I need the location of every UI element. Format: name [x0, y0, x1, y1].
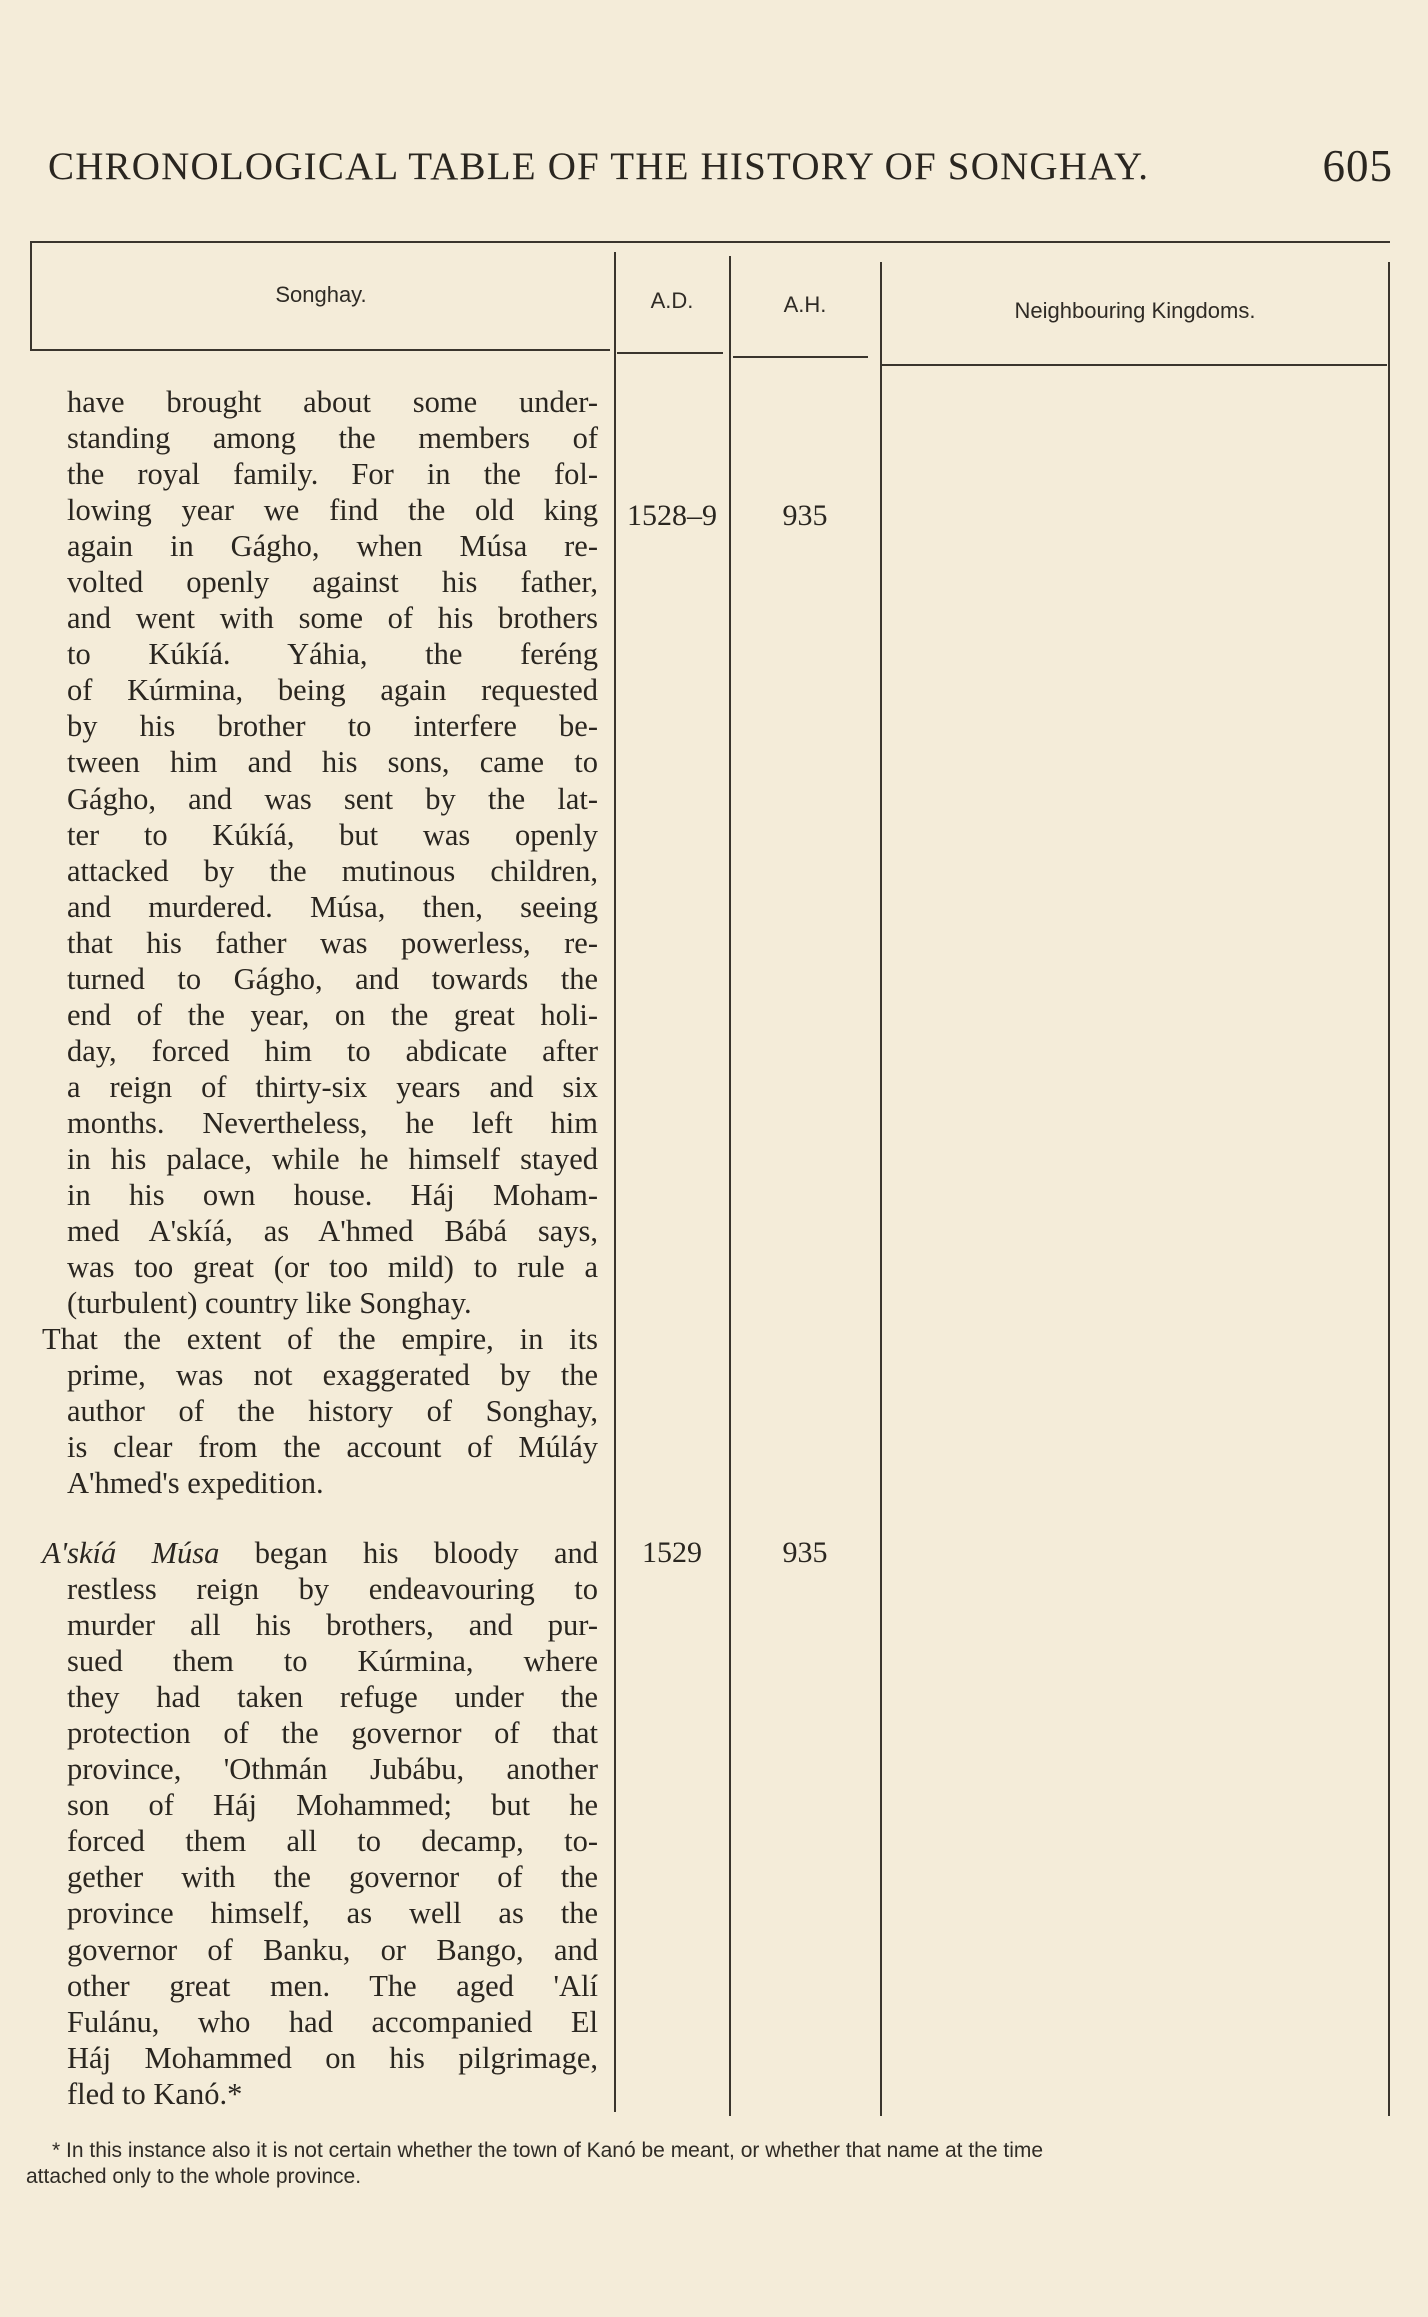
- ah-value-1: 935: [782, 499, 828, 532]
- text-line: lowing year we find the old king: [67, 493, 598, 528]
- text-line: attacked by the mutinous children,: [67, 853, 598, 888]
- text-line: restless reign by endeavouring to: [67, 1572, 598, 1607]
- text-line: forced them all to decamp, to-: [67, 1824, 598, 1859]
- text-line: province himself, as well as the: [67, 1896, 598, 1931]
- text-line: have brought about some under-: [67, 385, 598, 419]
- text-line: in his own house. Háj Moham-: [67, 1178, 598, 1213]
- running-head: [48, 140, 1393, 200]
- ad-value-1: 1528–9: [627, 499, 717, 532]
- text-line: province, 'Othmán Jubábu, another: [67, 1752, 598, 1787]
- text-line: day, forced him to abdicate after: [67, 1033, 598, 1068]
- text-line: prime, was not exaggerated by the: [67, 1358, 598, 1393]
- text-line: in his palace, while he himself stayed: [67, 1141, 598, 1176]
- text-line: was too great (or too mild) to rule a: [67, 1250, 598, 1285]
- text-line: a reign of thirty-six years and six: [67, 1069, 598, 1104]
- text-line: murder all his brothers, and pur-: [67, 1608, 598, 1643]
- footnote-line: attached only to the whole province.: [26, 2165, 362, 2188]
- text-line: fled to Kanó.*: [67, 2076, 243, 2111]
- text-line: and murdered. Músa, then, seeing: [67, 889, 598, 924]
- text-line: gether with the governor of the: [67, 1860, 598, 1895]
- ad-value-2: 1529: [642, 1536, 702, 1569]
- text-line: that his father was powerless, re-: [67, 925, 598, 960]
- text-line: That the extent of the empire, in its: [42, 1322, 598, 1357]
- text-line: again in Gágho, when Músa re-: [67, 529, 598, 564]
- ruler-name: A'skíá Músa: [42, 1536, 220, 1570]
- footnote-line: * In this instance also it is not certain whether the town of Kanó be meant, or whether that name at the time: [52, 2139, 1044, 2162]
- text-line: (turbulent) country like Songhay.: [67, 1286, 472, 1321]
- text-line: standing among the members of: [67, 421, 598, 456]
- text-line: other great men. The aged 'Alí: [67, 1968, 598, 2003]
- text-line: the royal family. For in the fol-: [67, 457, 598, 492]
- header-bottom-rule-songhay: [30, 349, 610, 351]
- text-line: and went with some of his brothers: [67, 601, 598, 636]
- column-header-ah: A.H.: [783, 292, 827, 317]
- text-line: by his brother to interfere be-: [67, 709, 598, 744]
- text-line: end of the year, on the great holi-: [67, 997, 598, 1032]
- songhay-entry-1: [42, 384, 598, 1501]
- header-bottom-rule-neighbouring: [882, 364, 1387, 366]
- text-line: turned to Gágho, and towards the: [67, 961, 598, 996]
- text-line: months. Nevertheless, he left him: [67, 1105, 598, 1140]
- page-title: CHRONOLOGICAL TABLE OF THE HISTORY OF SONGHAY.: [48, 145, 1150, 188]
- ah-value-2: 935: [782, 1536, 828, 1569]
- column-header-songhay: Songhay.: [275, 282, 367, 307]
- text-line: Fulánu, who had accompanied El: [67, 2004, 598, 2039]
- text-line: of Kúrmina, being again requested: [67, 673, 598, 708]
- text-line: protection of the governor of that: [67, 1716, 598, 1751]
- text-line: son of Háj Mohammed; but he: [67, 1788, 598, 1823]
- text-line: author of the history of Songhay,: [67, 1394, 598, 1429]
- column-divider-3: [880, 262, 882, 2116]
- text-line: to Kúkíá. Yáhia, the feréng: [67, 637, 598, 672]
- header-bottom-rule-ah: [733, 356, 868, 358]
- text-line: volted openly against his father,: [67, 565, 598, 600]
- text-line: A'hmed's expedition.: [67, 1466, 324, 1501]
- text-line: they had taken refuge under the: [67, 1680, 598, 1715]
- page-number: 605: [1322, 141, 1393, 191]
- text-fragment: began his bloody and: [219, 1536, 599, 1570]
- footnote: [26, 2138, 1396, 2190]
- column-header-neighbouring-kingdoms: Neighbouring Kingdoms.: [1014, 298, 1256, 323]
- column-divider-2: [729, 256, 731, 2116]
- text-line: is clear from the account of Múláy: [67, 1430, 598, 1465]
- text-line: Gágho, and was sent by the lat-: [67, 781, 598, 816]
- text-line-first: [42, 1535, 598, 1571]
- text-line: Háj Mohammed on his pilgrimage,: [67, 2040, 598, 2075]
- column-header-ad: A.D.: [650, 288, 694, 313]
- column-divider-right-edge: [1388, 262, 1390, 2116]
- text-line: med A'skíá, as A'hmed Bábá says,: [67, 1214, 598, 1249]
- text-line: governor of Banku, or Bango, and: [67, 1932, 598, 1967]
- table-top-rule: [30, 241, 1390, 243]
- header-bottom-rule-ad: [617, 352, 723, 354]
- text-line: ter to Kúkíá, but was openly: [67, 817, 598, 852]
- text-line: sued them to Kúrmina, where: [67, 1644, 598, 1679]
- text-line: tween him and his sons, came to: [67, 745, 598, 780]
- songhay-entry-2: [42, 1535, 598, 2112]
